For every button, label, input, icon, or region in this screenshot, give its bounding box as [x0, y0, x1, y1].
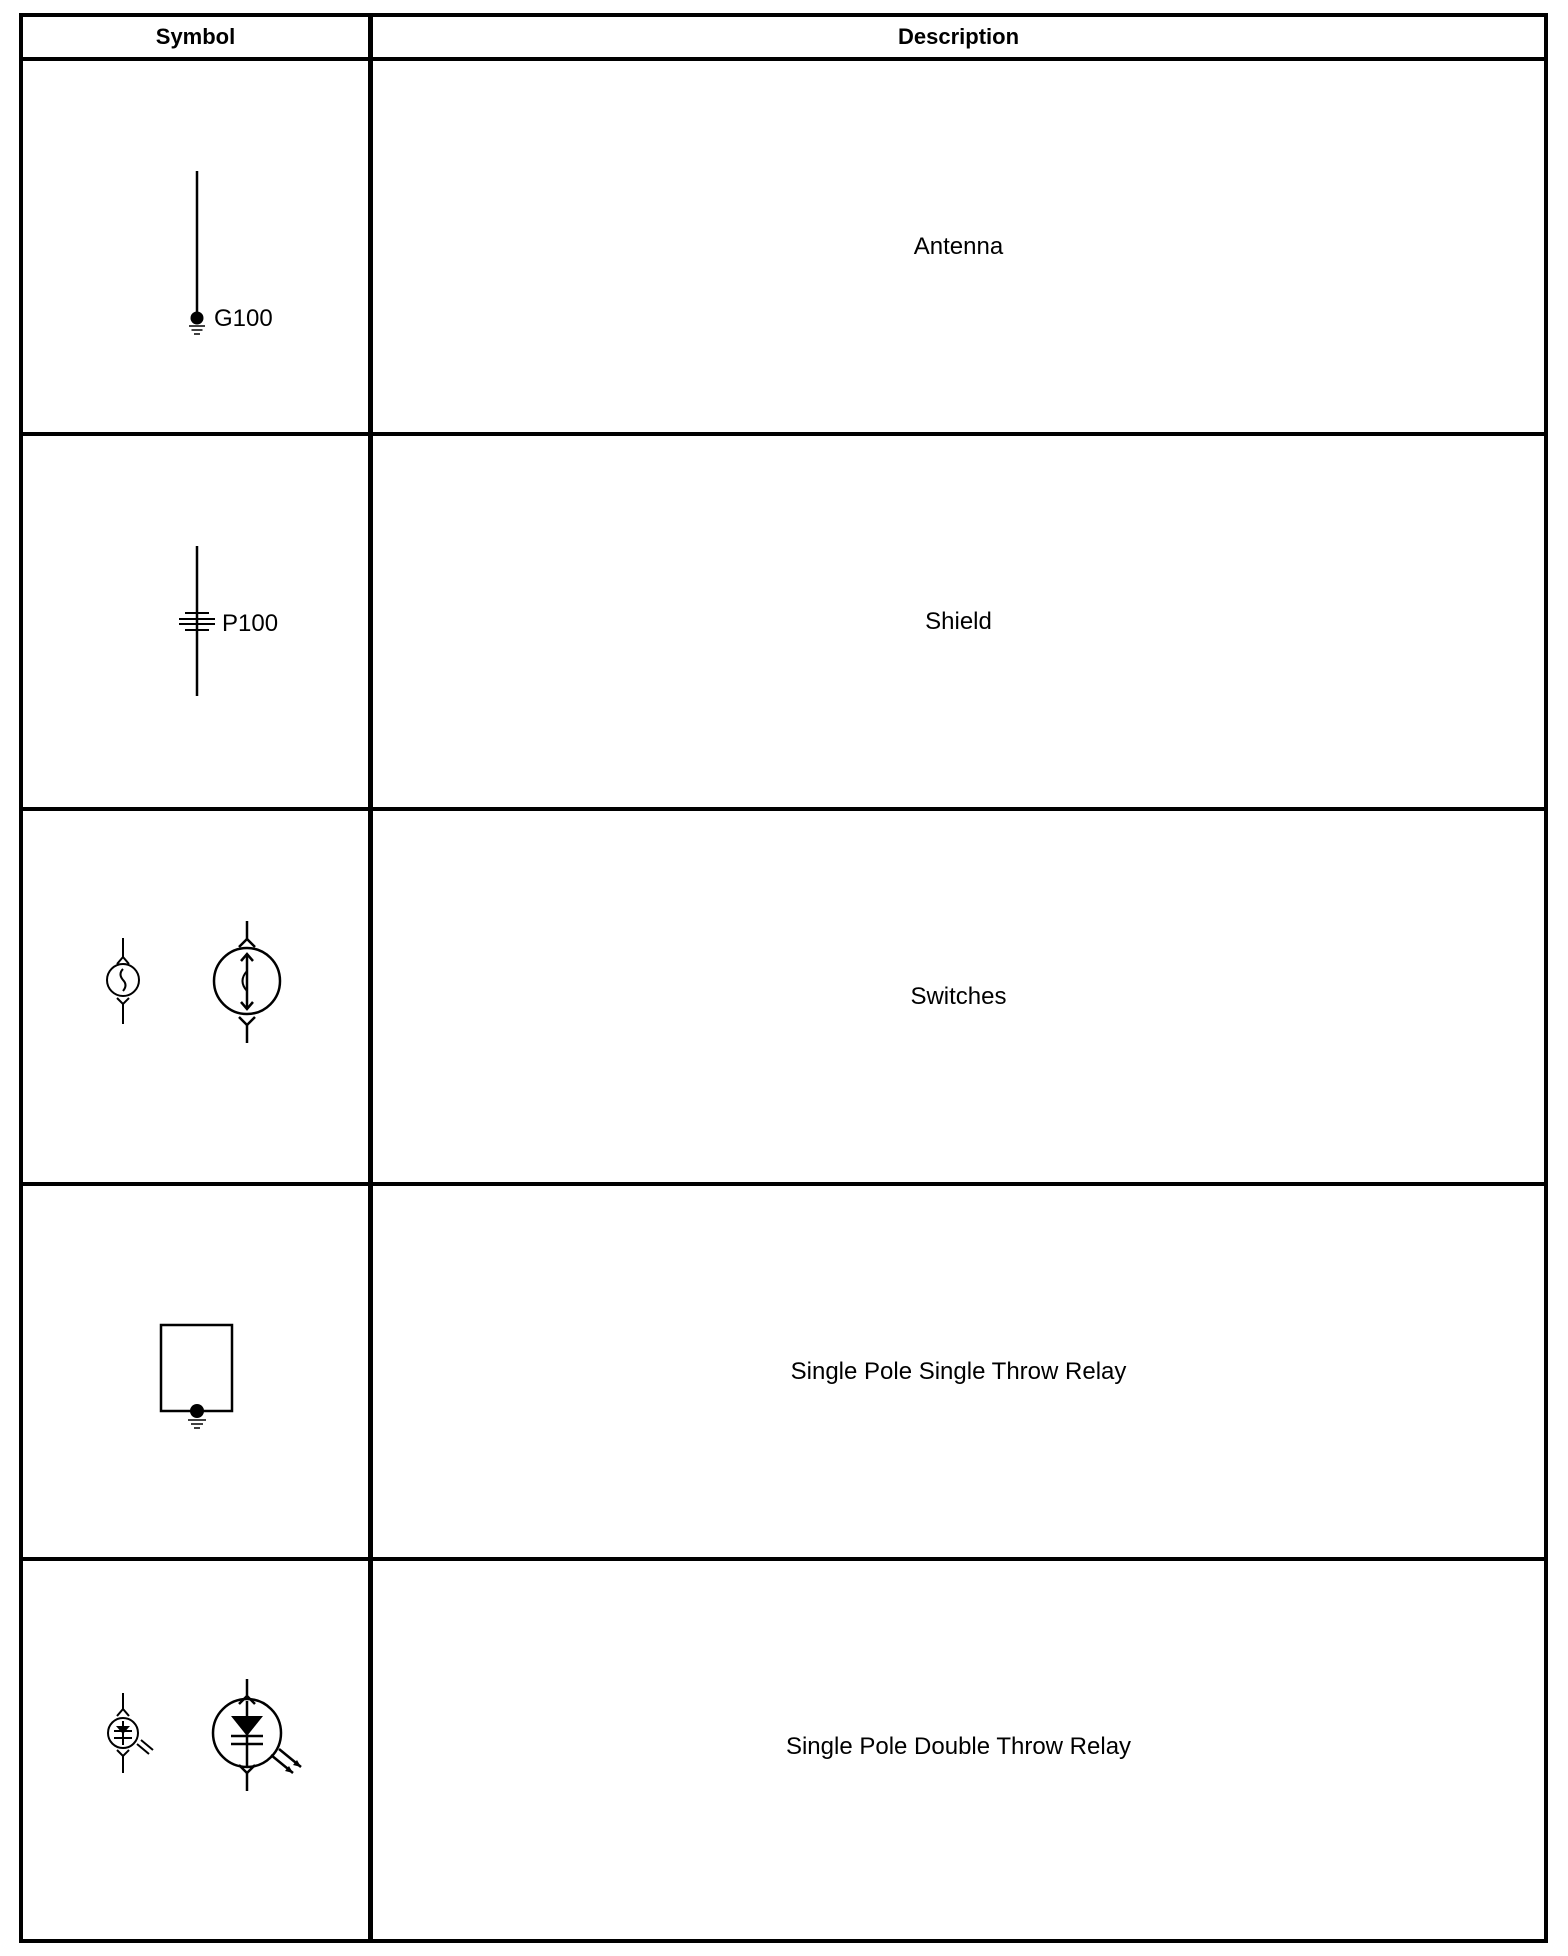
led-diode-icon — [23, 1561, 368, 1932]
symbol-cell — [23, 61, 368, 432]
description-cell: Switches — [910, 982, 1007, 1010]
symbol-label: G100 — [214, 305, 273, 332]
antenna-ground-icon — [23, 61, 368, 432]
description-cell: Shield — [925, 607, 992, 635]
symbol-cell — [23, 1561, 368, 1932]
symbol-cell — [23, 436, 368, 807]
symbol-legend-table — [19, 13, 1548, 1943]
table-row — [23, 61, 1544, 432]
symbol-label: P100 — [222, 610, 279, 637]
header-symbol: Symbol — [155, 24, 236, 49]
description-cell: Single Pole Double Throw Relay — [785, 1732, 1132, 1760]
shield-splice-icon — [23, 436, 368, 807]
table-row — [23, 1561, 1544, 1932]
symbol-cell — [23, 811, 368, 1182]
description-cell: Single Pole Single Throw Relay — [790, 1357, 1127, 1385]
description-cell: Antenna — [913, 232, 1004, 260]
table-row — [23, 436, 1544, 807]
header-description: Description — [897, 24, 1020, 49]
relay-box-icon — [23, 1186, 368, 1557]
table-row — [23, 1186, 1544, 1557]
switch-icon — [23, 811, 368, 1182]
symbol-cell — [23, 1186, 368, 1557]
table-row — [23, 811, 1544, 1182]
